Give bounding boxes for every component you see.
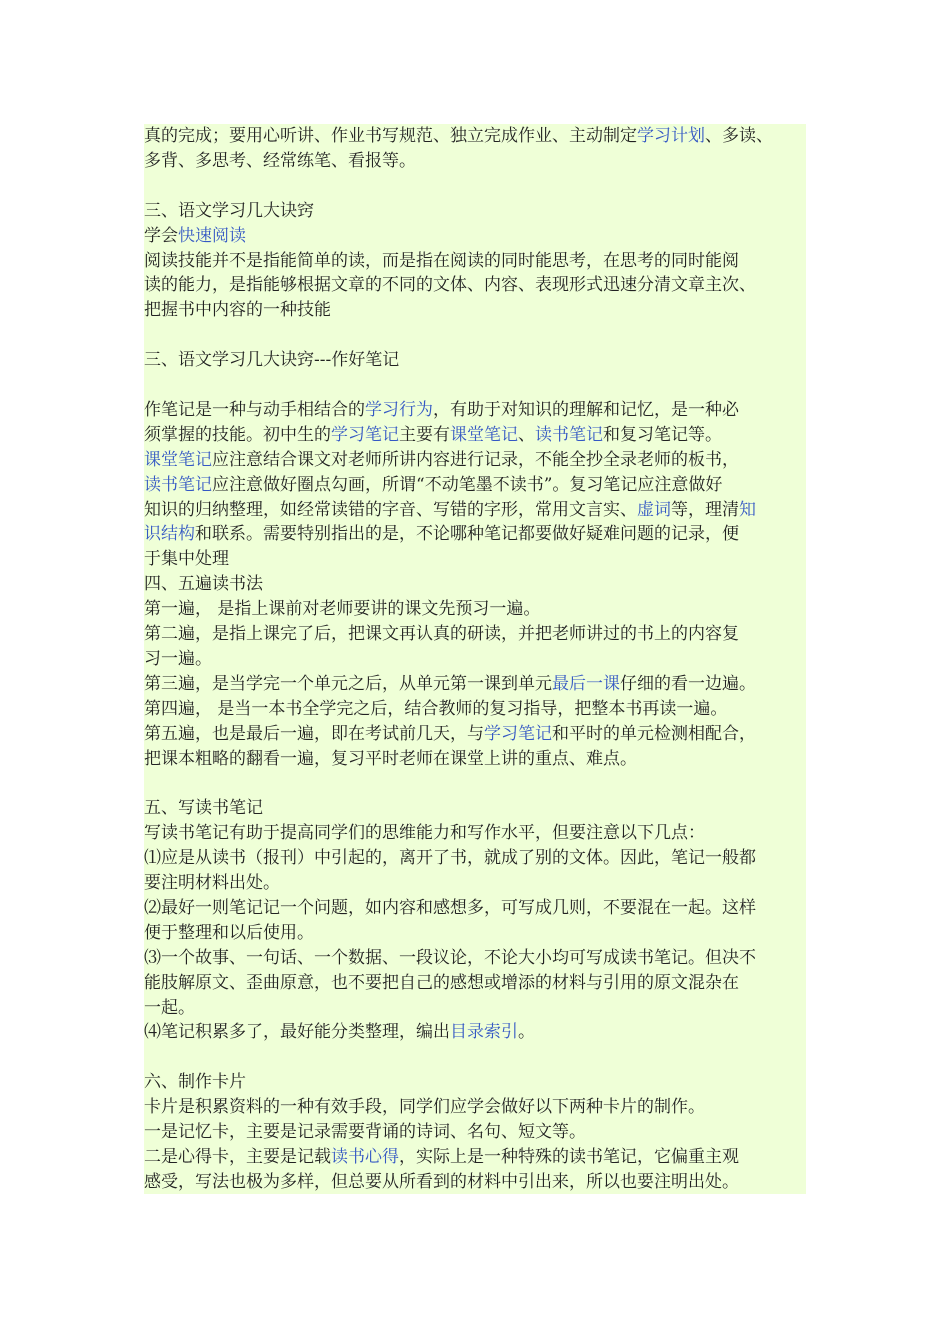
- text-line: [144, 572, 263, 597]
- text-run: 二是心得卡，主要是记载: [144, 1146, 331, 1167]
- text-line: [144, 498, 756, 523]
- text-line: [144, 398, 739, 423]
- text-run: 第二遍，是指上课完了后，把课文再认真的研读，并把老师讲过的书上的内容复: [144, 624, 739, 644]
- keyword-link[interactable]: 读书心得: [331, 1146, 399, 1167]
- text-line: [144, 149, 416, 174]
- text-run: 五、写读书笔记: [144, 798, 263, 819]
- text-line: [144, 747, 637, 772]
- keyword-link[interactable]: 学习笔记: [484, 723, 552, 744]
- text-line: [144, 846, 756, 871]
- text-line: [144, 896, 756, 921]
- text-run: 一是记忆卡，主要是记录需要背诵的诗词、名句、短文等。: [144, 1122, 586, 1142]
- text-run: 写读书笔记有助于提高同学们的思维能力和写作水平，但要注意以下几点：: [144, 823, 705, 844]
- text-line: [144, 1170, 739, 1195]
- text-line: [144, 946, 756, 971]
- text-run: 一起。: [144, 997, 195, 1018]
- text-run: 四、五遍读书法: [144, 574, 263, 595]
- text-line: [144, 224, 246, 249]
- text-line: [144, 273, 756, 298]
- text-run: 仔细的看一边遍。: [620, 673, 756, 694]
- text-run: 和联系。需要特别指出的是，不论哪种笔记都要做好疑难问题的记录，便: [195, 524, 739, 545]
- text-line: [144, 622, 739, 647]
- text-run: 等，理清: [671, 499, 739, 520]
- keyword-link[interactable]: 最后一课: [552, 673, 620, 694]
- text-run: ⑷笔记积累多了，最好能分类整理，编出: [144, 1022, 450, 1043]
- keyword-link[interactable]: 识结构: [144, 524, 195, 545]
- text-run: 能肢解原文、歪曲原意，也不要把自己的感想或增添的材料与引用的原文混杂在: [144, 972, 739, 993]
- text-run: 便于整理和以后使用。: [144, 922, 314, 943]
- text-run: ⑴应是从读书（报刊）中引起的，离开了书，就成了别的文体。因此，笔记一般都: [144, 848, 756, 869]
- text-run: 把握书中内容的一种技能: [144, 300, 331, 321]
- text-line: [144, 821, 705, 846]
- text-line: [144, 547, 229, 572]
- text-line: [144, 1070, 246, 1095]
- text-run: 习一遍。: [144, 648, 212, 669]
- text-line: [144, 423, 722, 448]
- text-run: ⑶一个故事、一句话、一个数据、一段议论，不论大小均可写成读书笔记。但决不: [144, 947, 756, 968]
- text-line: [144, 871, 280, 896]
- text-run: 第四遍， 是当一本书全学完之后，结合教师的复习指导，把整本书再读一遍。: [144, 698, 728, 719]
- text-run: ，实际上是一种特殊的读书笔记，它偏重主观: [399, 1146, 739, 1167]
- keyword-link[interactable]: 学习行为: [365, 399, 433, 420]
- keyword-link[interactable]: 学习计划: [637, 126, 705, 146]
- text-line: [144, 996, 195, 1021]
- text-line: [144, 697, 727, 722]
- text-run: 第一遍， 是指上课前对老师要讲的课文先预习一遍。: [144, 599, 541, 620]
- text-run: 、: [518, 424, 535, 445]
- text-line: [144, 672, 756, 697]
- text-run: 知识的归纳整理，如经常读错的字音、写错的字形，常用文言实、: [144, 499, 637, 520]
- text-run: 多背、多思考、经常练笔、看报等。: [144, 150, 416, 171]
- keyword-link[interactable]: 快速阅读: [178, 225, 246, 246]
- text-run: 、多读、: [705, 126, 773, 146]
- text-run: 真的完成；要用心听讲、作业书写规范、独立完成作业、主动制定: [144, 126, 637, 146]
- text-line: [144, 1020, 535, 1045]
- keyword-link[interactable]: 学习笔记: [331, 424, 399, 445]
- text-run: 和平时的单元检测相配合，: [552, 723, 756, 744]
- text-run: 三、语文学习几大诀窍---作好笔记: [144, 350, 400, 371]
- text-line: [144, 298, 331, 323]
- text-run: 把课本粗略的翻看一遍，复习平时老师在课堂上讲的重点、难点。: [144, 748, 637, 769]
- text-run: 感受，写法也极为多样，但总要从所看到的材料中引出来，所以也要注明出处。: [144, 1171, 739, 1192]
- keyword-link[interactable]: 虚词: [637, 499, 671, 520]
- text-run: 读的能力，是指能够根据文章的不同的文体、内容、表现形式迅速分清文章主次、: [144, 275, 756, 296]
- text-run: 作笔记是一种与动手相结合的: [144, 399, 365, 420]
- text-run: 和复习笔记等。: [603, 424, 722, 445]
- text-run: 应注意做好圈点勾画，所谓“不动笔墨不读书”。复习笔记应注意做好: [212, 474, 723, 495]
- text-line: [144, 971, 739, 996]
- text-run: 学会: [144, 225, 178, 246]
- keyword-link[interactable]: 课堂笔记: [144, 449, 212, 470]
- text-line: [144, 522, 739, 547]
- text-run: 第五遍，也是最后一遍，即在考试前几天，与: [144, 723, 484, 744]
- text-run: 。: [518, 1022, 535, 1043]
- text-line: [144, 199, 314, 224]
- keyword-link[interactable]: 知: [739, 499, 756, 520]
- text-run: 须掌握的技能。初中生的: [144, 424, 331, 445]
- text-line: [144, 249, 739, 274]
- keyword-link[interactable]: 课堂笔记: [450, 424, 518, 445]
- text-line: [144, 448, 739, 473]
- text-line: [144, 722, 756, 747]
- text-line: [144, 124, 773, 149]
- text-run: 三、语文学习几大诀窍: [144, 200, 314, 221]
- text-run: 主要有: [399, 424, 450, 445]
- text-line: [144, 597, 540, 622]
- text-line: [144, 1120, 586, 1145]
- text-run: 要注明材料出处。: [144, 873, 280, 893]
- text-run: 卡片是积累资料的一种有效手段，同学们应学会做好以下两种卡片的制作。: [144, 1097, 705, 1118]
- text-run: 于集中处理: [144, 549, 229, 570]
- keyword-link[interactable]: 目录索引: [450, 1022, 518, 1043]
- text-line: [144, 647, 212, 672]
- text-line: [144, 348, 399, 373]
- text-line: [144, 796, 263, 821]
- text-line: [144, 473, 722, 498]
- keyword-link[interactable]: 读书笔记: [144, 474, 212, 495]
- keyword-link[interactable]: 读书笔记: [535, 424, 603, 445]
- text-run: 第三遍，是当学完一个单元之后，从单元第一课到单元: [144, 673, 552, 694]
- text-line: [144, 1095, 705, 1120]
- text-run: 阅读技能并不是指能简单的读，而是指在阅读的同时能思考，在思考的同时能阅: [144, 250, 739, 271]
- text-run: 应注意结合课文对老师所讲内容进行记录，不能全抄全录老师的板书，: [212, 449, 739, 470]
- text-run: 六、制作卡片: [144, 1072, 246, 1093]
- text-run: ，有助于对知识的理解和记忆，是一种必: [433, 399, 739, 420]
- text-line: [144, 1145, 739, 1170]
- text-line: [144, 921, 314, 946]
- text-run: ⑵最好一则笔记记一个问题，如内容和感想多，可写成几则，不要混在一起。这样: [144, 897, 756, 918]
